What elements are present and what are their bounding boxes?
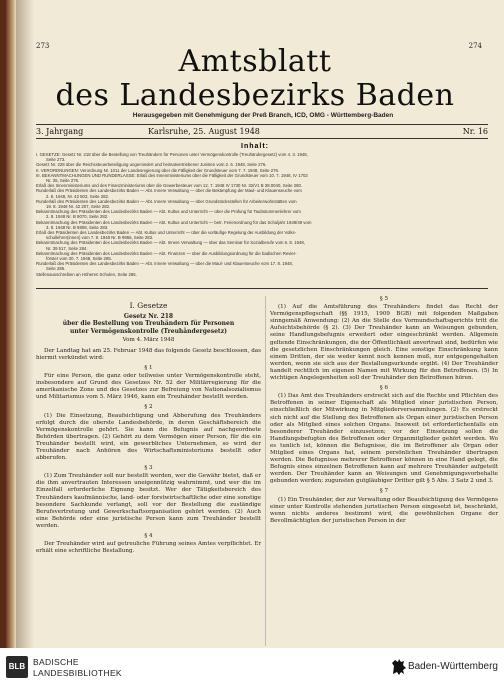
paragraph-label: § 5 bbox=[379, 296, 389, 302]
paragraph-text: (1) Auf die Amtsführung des Treuhänders findet das Recht der Vermögenspflegschaft (§§ 1915, 1909 BGB) mit folgenden Maßgaben sinngemäß Anwendung: (2) An die Stelle des Vormundschaftsgerichts tritt die Aufsichtsbehörde (§ 2). (3) Der Treuhänder kann an Weisungen gebunden, seine Handlungsbefugnis erweitert oder eingeschränkt werden. Allgemein geltende Einschränkungen, die der Öffentlichkeit anvertraut sind, bedürfen wie die gesetzlichen Einschränkungen gleich. Eine sonstige Einschränkung kann einem Dritten, der sie weder kennt noch kennen muß, nur entgegengehalten werden, wenn sie sich aus der Bestallungsurkunde ergibt. (4) Der Treuhänder handelt rechtlich im eigenen Namen mit Wirkung für den Betroffenen. (5) In wichtigen Angelegenheiten soll der Treuhänder den Betroffenen hören. bbox=[270, 304, 498, 382]
contents-line: Nr. 35, Seite 276. bbox=[46, 178, 80, 184]
law-title-line: über die Bestellung von Treuhändern für Personen bbox=[62, 320, 235, 328]
contents-line: schullehrer(innen) vom 7. 8. 1948 Nr. B 9955, Seite 283. bbox=[46, 235, 154, 241]
paragraph-label: § 6 bbox=[379, 385, 389, 392]
viewer-footer bbox=[0, 648, 504, 686]
contents-line: Stellenausschreiben an Höheren Schulen, Seite 286. bbox=[36, 271, 137, 277]
contents-line: 19. 8. 1948 Nr. 42 207, Seite 282. bbox=[46, 204, 111, 210]
masthead-title-line1: Amtsblatt bbox=[178, 44, 332, 79]
left-column bbox=[36, 296, 261, 555]
contents-heading: Inhalt: bbox=[241, 143, 269, 150]
paragraph-text: (1) Ein Treuhänder, der zur Verwaltung oder Beaufsichtigung des Vermögens einer unter Kontrolle stehenden juristischen Person eingesetzt ist, beschränkt, wenn nichts anderes bestimmt wird, die gewöhnlichen Organe der Bevollmächtigten der juristischen Person in der bbox=[270, 496, 498, 524]
column-divider bbox=[265, 296, 266, 646]
table-of-contents bbox=[36, 152, 488, 277]
law-intro: Der Landtag hat am 25. Februar 1948 das folgende Gesetz beschlossen, das hiermit verkündet wird: bbox=[36, 347, 261, 361]
state-name[interactable]: Baden-Württemberg bbox=[407, 661, 498, 672]
contents-line: förster vom 30. 7. 1948, Seite 285. bbox=[46, 256, 112, 262]
contents-line: Runderlaß des Präsidenten des Landesbezirks Baden — Abt. Innere Verwaltung — über Grundstücksstellen für Arbeiterwohnstätten vom bbox=[36, 198, 297, 204]
paragraph-label: § 7 bbox=[379, 488, 389, 495]
contents-line: III. BEKANNTMACHUNGEN UND RUNDERLASSE: Erlaß des Innenministeriums über die Fälligkeit der Grundsteuer vom 10. 7. 1948, IV 1702 bbox=[36, 172, 308, 178]
contents-line: Bekanntmachung des Präsidenten des Landesbezirks Baden — Abt. Finanzen — über die Ausbildungsordnung für die badischen Revier- bbox=[36, 250, 297, 256]
contents-line: Nr. 39 517, Seite 284. bbox=[46, 245, 88, 251]
contents-line: Bekanntmachung des Präsidenten des Landesbezirks Baden — Abt. Kultus und Unterricht — betr. Ferienordnung für das Schuljahr 1948/49 vom bbox=[36, 219, 312, 225]
volume-label: 3. Jahrgang bbox=[36, 127, 84, 136]
contents-rule bbox=[36, 288, 488, 289]
contents-line: Bekanntmachung des Präsidenten des Landesbezirks Baden — Abt. Innere Verwaltung — über das Seminar für Sozialberufe vom 6. 8. 1948, bbox=[36, 240, 305, 246]
library-name-line2: LANDESBIBLIOTHEK bbox=[33, 667, 122, 678]
contents-line: Runderlaß des Präsidenten des Landesbezirks Baden — Abt. Innere Verwaltung — über die Maul- und Klauenseuche vom 17. 8. 1948, bbox=[36, 261, 294, 267]
masthead-subtitle: Herausgegeben mit Genehmigung der Preß Branch, ICD, OMG - Württemberg-Baden bbox=[132, 112, 394, 119]
paragraph-text: (1) Das Amt des Treuhänders erstreckt sich auf die Rechte und Pflichten des Betroffenen in seiner Eigenschaft als Mitglied einer juristischen Person, einschließlich der Mitwirkung in Mitgliederversammlungen. (2) Es erstreckt sich nicht auf die Stellung des Betroffenen als Organ einer juristischen Person oder als Mitglied eines solchen Organs. Insoweit ist erforderlichenfalls ein besonderer Treuhänder einzusetzen; vor der Einsetzung sollen die Handlungsbefugten des Betroffenen oder Organmitglieder gehört werden. Wo es tunlich ist, können die Befugnisse, die im Betroffener als Organ oder Mitglied eines Organs hat, seinem persönlichen Treuhänder übertragen werden. Die Befugnisse mehrerer Betroffener können in eine Hand gelegt, die Befugnis eines einzelnen Betroffenen kann auf mehrere Treuhänder aufgeteilt werden. Der Treuhänder kann an Weisungen und Genehmigungsvorbehalte gebunden werden; zugunsten gutgläubiger Dritter gilt § 5 Abs. 3 Satz 2 und 3. bbox=[270, 393, 498, 485]
contents-line: Erlaß des Innenministeriums und des Finanzministeriums über die Gewerbesteuer vom 12. 7. 1948 IV 1730 Nr. 32/V1 B 38.0040, Seite 280. bbox=[36, 183, 303, 189]
masthead-rule-bottom bbox=[36, 138, 488, 139]
issue-date: Karlsruhe, 25. August 1948 bbox=[148, 127, 260, 136]
contents-line: Seite 286. bbox=[46, 266, 66, 272]
contents-line: II. VERORDNUNGEN: Verordnung Nr. 1011 der Landesregierung über die Fälligkeit der Grundsteuer vom 7. 7. 1948, Seite 276. bbox=[36, 167, 280, 173]
baden-wuerttemberg-lion-icon bbox=[390, 657, 408, 677]
contents-line: 2. 8. 1948, Nr. 42 503, Seite 282. bbox=[46, 193, 110, 199]
contents-line: Erlaß des Präsidenten des Landesbezirks Baden — Abt. Kultus und Unterricht — über die vorläufige Regelung der Ausbildung der Volks- bbox=[36, 230, 297, 236]
library-name-line1: BADISCHE bbox=[33, 657, 79, 667]
paragraph-text: (1) Die Einsetzung, Beaufsichtigung und Abberufung des Treuhänders erfolgt durch die oberste Landesbehörde, in deren Geschäftsbereich die Vermögenskontrolle gehört. Sie kann die Befugnis auf nachgeordnete Behörden übertragen. (2) Gehört zu dem Vermögen einer Person, für die ein Treuhänder bestellt wird, ein gewerbliches Unternehmen, so wird der Treuhänder nach Anhören des Wirtschaftsministeriums bestellt oder abberufen. bbox=[36, 412, 261, 462]
paragraph-label: § 3 bbox=[144, 465, 153, 472]
library-name[interactable] bbox=[33, 657, 122, 678]
blb-logo[interactable]: BLB bbox=[6, 656, 28, 678]
contents-line: 2. 8. 1948 Nr. B 9070, Seite 282. bbox=[46, 214, 109, 220]
contents-line: 3. 8. 1948 Nr. B 9808, Seite 283. bbox=[46, 224, 109, 230]
right-column bbox=[270, 296, 498, 525]
section-heading: I. Gesetze bbox=[129, 301, 168, 310]
contents-line: Gesetz Nr. 228 über die Reichssteuerbeteiligung ungemindert und heimatvertriebener Juristen vom 2. 6. 1948, Seite 276. bbox=[36, 162, 267, 168]
contents-line: Seite 273. bbox=[46, 157, 66, 163]
masthead-rule-top bbox=[36, 124, 488, 125]
paragraph-label: § 2 bbox=[144, 404, 153, 411]
right-page-number: 274 bbox=[468, 42, 482, 50]
contents-line: Bekanntmachung des Präsidenten des Landesbezirks Baden — Abt. Kultus und Unterricht — über die Prüfung für Taubstummenlehrer vom bbox=[36, 209, 301, 215]
paragraph-label: § 1 bbox=[144, 364, 153, 371]
contents-line: I. GESETZE: Gesetz Nr. 218 über die Bestellung von Treuhändern für Personen unter Vermögenskontrolle (Treuhändergesetz) vom 4. 3. 1948, bbox=[36, 152, 308, 157]
paragraph-text: (1) Zum Treuhänder soll nur bestellt werden, wer die Gewähr bietet, daß er die ihm anvertrauten Interessen uneigennützig wahrnimmt, und wer die im Einzelfall erforderliche Eignung besitzt. Wer der Tätigkeitsbereich des Treuhänders kaufmännische, land- oder forstwirtschaftliche oder eine sonstige besondere Sachkunde verlangt, soll vor der Bestellung die zuständige Berufsvertretung und Gewerkschaftsorganisation gehört werden. (2) Auch eine Behörde oder eine juristische Person kann zum Treuhänder bestellt werden. bbox=[36, 473, 261, 529]
issue-number: Nr. 16 bbox=[462, 127, 488, 136]
paragraph-text: Der Treuhänder wird auf getreuliche Führung seines Amtes verpflichtet. Er erhält eine schriftliche Bestallung. bbox=[36, 541, 261, 555]
body-columns bbox=[36, 296, 498, 646]
left-page-number: 273 bbox=[36, 42, 50, 50]
law-title-line: Gesetz Nr. 218 bbox=[123, 313, 174, 321]
paragraph-text: Für eine Person, die ganz oder teilweise unter Vermögenskontrolle steht, insbesondere auf Grund des Gesetzes Nr. 52 der Militärregierung für die amerikanische Zone und des Gesetzes zur Befreiung von Nationalsozialismus und Militarismus vom 5. März 1946, kann ein Treuhänder bestellt werden. bbox=[36, 373, 261, 401]
paragraph-label: § 4 bbox=[144, 533, 153, 540]
contents-line: Runderlaß des Präsidenten des Landesbezirks Baden — Abt. Innere Verwaltung — über die Bekämpfung der Maul- und Klauenseuche vom bbox=[36, 188, 302, 194]
law-title-line: unter Vermögenskontrolle (Treuhändergesetz) bbox=[70, 327, 227, 335]
law-title bbox=[36, 313, 261, 335]
law-date: Vom 4. März 1948 bbox=[122, 336, 175, 343]
masthead-title-line2: des Landesbezirks Baden bbox=[55, 78, 455, 113]
scanned-page bbox=[6, 0, 504, 648]
